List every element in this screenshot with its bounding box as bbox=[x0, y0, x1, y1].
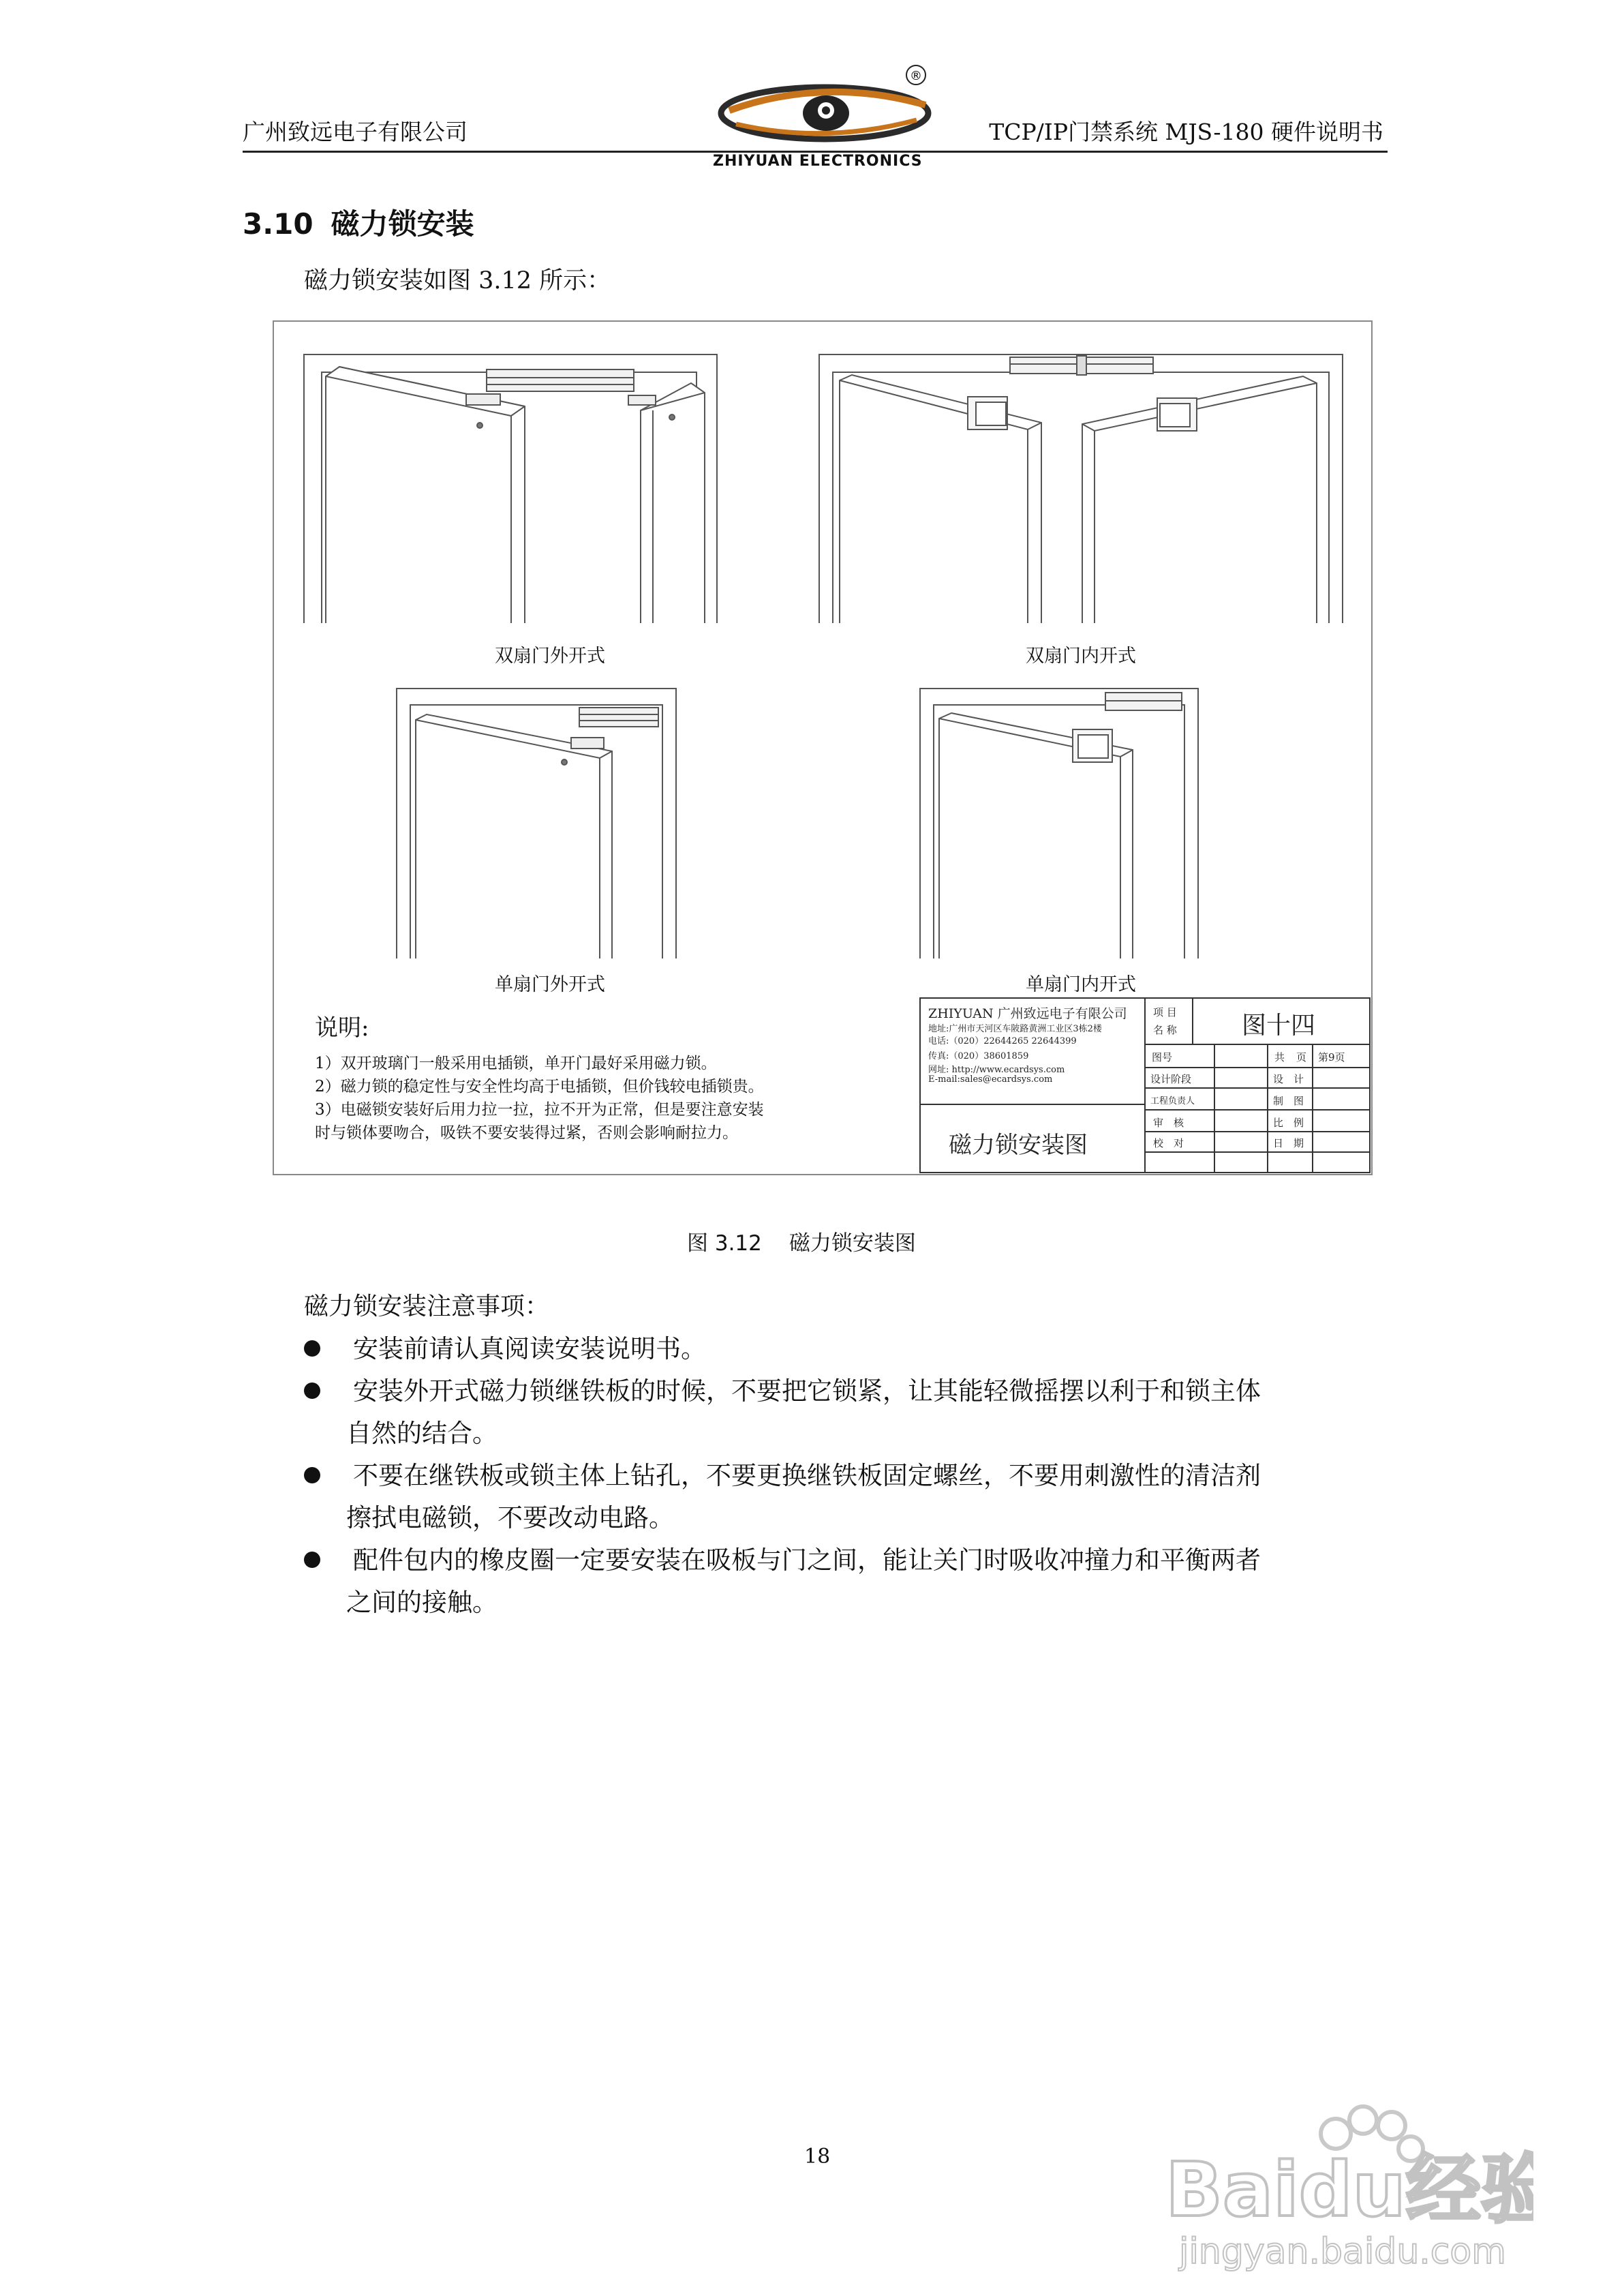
diagram-single-in bbox=[920, 689, 1198, 958]
tb-drafting: 制 图 bbox=[1273, 1095, 1304, 1107]
diagram-double-in bbox=[819, 354, 1343, 623]
tb-page: 第9页 bbox=[1318, 1051, 1345, 1063]
label-single-in: 单扇门内开式 bbox=[1026, 974, 1136, 995]
precautions-title: 磁力锁安装注意事项： bbox=[304, 1293, 550, 1320]
figure-notes bbox=[315, 1009, 894, 1145]
tb-date: 日 期 bbox=[1273, 1137, 1304, 1149]
note-line: 3）电磁锁安装好后用力拉一拉，拉不开为正常，但是要注意安装 bbox=[315, 1101, 764, 1119]
tb-drawing-title: 磁力锁安装图 bbox=[949, 1132, 1088, 1159]
caption-number: 图 3.12 bbox=[687, 1231, 762, 1256]
tb-phone: 电话:（020）22644265 22644399 bbox=[928, 1036, 1077, 1046]
page-number: 18 bbox=[804, 2145, 831, 2169]
diagram-single-out bbox=[397, 689, 676, 958]
section-title: 磁力锁安装 bbox=[331, 207, 474, 241]
registered-mark: ® bbox=[910, 69, 922, 83]
tb-project-label-1: 项 目 bbox=[1153, 1006, 1177, 1018]
tb-check: 校 对 bbox=[1153, 1137, 1184, 1149]
tb-engineer: 工程负责人 bbox=[1150, 1096, 1195, 1106]
precaution-text: 配件包内的橡皮圈一定要安装在吸板与门之间，能让关门时吸收冲撞力和平衡两者 bbox=[353, 1545, 1261, 1575]
tb-company: ZHIYUAN 广州致远电子有限公司 bbox=[928, 1006, 1127, 1021]
section-number: 3.10 bbox=[243, 207, 313, 241]
tb-project-label-2: 名 称 bbox=[1153, 1024, 1177, 1036]
precaution-text-cont: 擦拭电磁锁，不要改动电路。 bbox=[346, 1503, 674, 1532]
watermark-brand: Baidu经验 bbox=[1165, 2146, 1533, 2233]
tb-project-name: 图十四 bbox=[1242, 1012, 1316, 1040]
header-company: 广州致远电子有限公司 bbox=[243, 119, 468, 145]
caption-title: 磁力锁安装图 bbox=[789, 1231, 916, 1256]
bullet-icon bbox=[304, 1467, 320, 1483]
precaution-text: 安装前请认真阅读安装说明书。 bbox=[353, 1334, 706, 1363]
tb-email: E-mail:sales@ecardsys.com bbox=[928, 1074, 1053, 1085]
note-line: 2）磁力锁的稳定性与安全性均高于电插锁，但价钱较电插锁贵。 bbox=[315, 1078, 764, 1096]
figure-box bbox=[273, 320, 1373, 1175]
precaution-text: 不要在继铁板或锁主体上钻孔，不要更换继铁板固定螺丝，不要用刺激性的清洁剂 bbox=[353, 1461, 1261, 1490]
tb-drawing-no: 图号 bbox=[1152, 1051, 1173, 1063]
section-intro: 磁力锁安装如图 3.12 所示： bbox=[304, 267, 611, 294]
label-single-out: 单扇门外开式 bbox=[495, 974, 605, 995]
precaution-text-cont: 之间的接触。 bbox=[346, 1588, 498, 1617]
notes-title: 说明: bbox=[315, 1014, 369, 1042]
figure-caption bbox=[687, 1226, 916, 1256]
precaution-text-cont: 自然的结合。 bbox=[346, 1419, 498, 1448]
tb-design-stage: 设计阶段 bbox=[1150, 1073, 1192, 1085]
bullet-icon bbox=[304, 1340, 320, 1357]
watermark-url: jingyan.baidu.com bbox=[1179, 2231, 1506, 2272]
tb-website: 网址: http://www.ecardsys.com bbox=[928, 1065, 1065, 1075]
note-line: 时与锁体要吻合，吸铁不要安装得过紧，否则会影响耐拉力。 bbox=[315, 1124, 738, 1142]
tb-fax: 传真:（020）38601859 bbox=[928, 1051, 1029, 1061]
note-line: 1）双开玻璃门一般采用电插锁，单开门最好采用磁力锁。 bbox=[315, 1055, 717, 1072]
tb-review: 审 核 bbox=[1153, 1117, 1184, 1129]
tb-design: 设 计 bbox=[1273, 1073, 1304, 1085]
label-double-out: 双扇门外开式 bbox=[495, 646, 605, 667]
logo-text: ZHIYUAN ELECTRONICS bbox=[713, 153, 923, 170]
bullet-icon bbox=[304, 1383, 320, 1399]
tb-total: 共 bbox=[1274, 1051, 1285, 1063]
label-double-in: 双扇门内开式 bbox=[1026, 646, 1136, 667]
bullet-icon bbox=[304, 1552, 320, 1568]
baidu-watermark bbox=[1152, 2072, 1533, 2277]
section-heading bbox=[243, 202, 474, 243]
tb-address: 地址:广州市天河区车陂路黄洲工业区3栋2楼 bbox=[928, 1024, 1102, 1034]
header-doc-title: TCP/IP门禁系统 MJS-180 硬件说明书 bbox=[989, 119, 1383, 145]
tb-pages: 页 bbox=[1296, 1051, 1307, 1063]
tb-scale: 比 例 bbox=[1273, 1117, 1304, 1129]
header-rule bbox=[243, 151, 1388, 153]
diagram-double-out bbox=[304, 354, 717, 623]
precaution-text: 安装外开式磁力锁继铁板的时候，不要把它锁紧，让其能轻微摇摆以利于和锁主体 bbox=[353, 1376, 1261, 1406]
